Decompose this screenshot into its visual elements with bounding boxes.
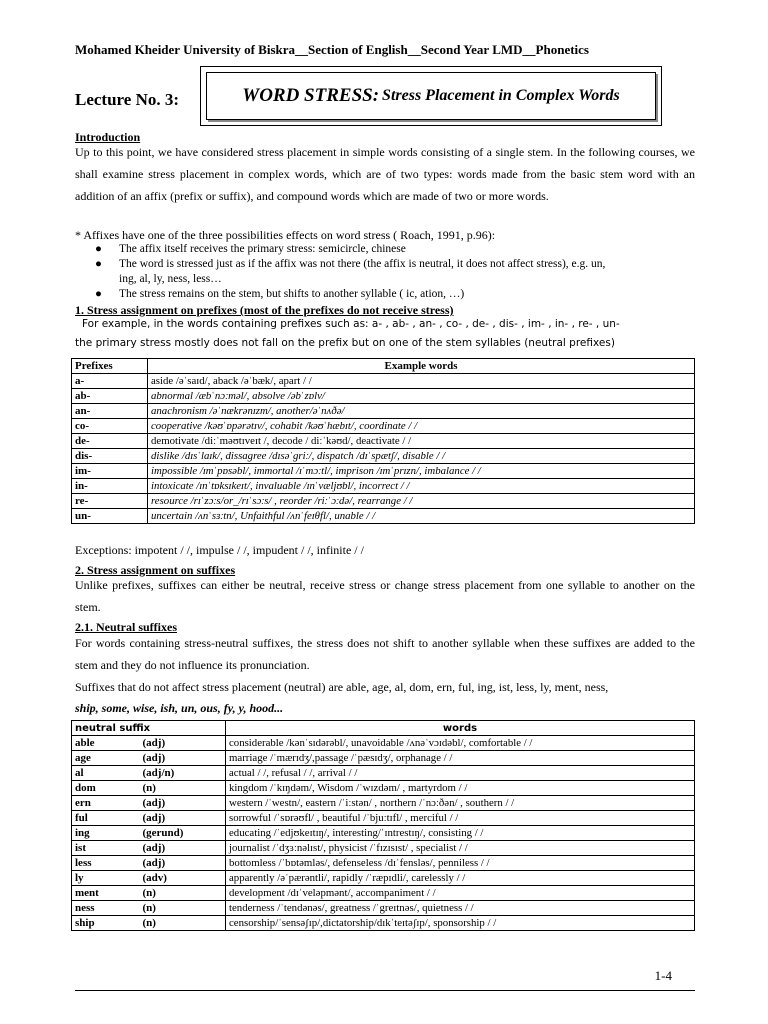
word-class-cell: (adj) bbox=[140, 796, 226, 811]
suffix-cell: ern bbox=[72, 796, 140, 811]
column-header: words bbox=[226, 721, 695, 736]
table-row bbox=[72, 404, 695, 419]
word-class-cell: (n) bbox=[140, 901, 226, 916]
word-class-cell: (adj) bbox=[140, 811, 226, 826]
table-row bbox=[72, 419, 695, 434]
table-row bbox=[72, 916, 695, 931]
table-row bbox=[72, 856, 695, 871]
words-cell: sorrowful /ˈsɒrəʊfl/ , beautiful /ˈbjuːtɪfl/ , merciful / / bbox=[226, 811, 695, 826]
table-row bbox=[72, 811, 695, 826]
table-row bbox=[72, 781, 695, 796]
suffix-cell: less bbox=[72, 856, 140, 871]
suffix-cell: ist bbox=[72, 841, 140, 856]
section2-paragraph: Unlike prefixes, suffixes can either be neutral, receive stress or change stress placement from one syllable to another on the stem. bbox=[75, 578, 695, 614]
intro-heading: Introduction bbox=[75, 130, 141, 144]
title-sub: Stress Placement in Complex Words bbox=[382, 87, 620, 104]
section1-line2: the primary stress mostly does not fall on the prefix but on one of the stem syllables (neutral prefixes) bbox=[75, 337, 615, 349]
suffix-cell: ness bbox=[72, 901, 140, 916]
table-header-row bbox=[72, 359, 695, 374]
bullet-item: ● The affix itself receives the primary stress: semicircle, chinese bbox=[95, 243, 406, 255]
table-row bbox=[72, 374, 695, 389]
suffix-cell: ful bbox=[72, 811, 140, 826]
words-cell: kingdom /ˈkɪŋdəm/, Wisdom /ˈwɪzdəm/ , martyrdom / / bbox=[226, 781, 695, 796]
word-class-cell: (n) bbox=[140, 781, 226, 796]
words-cell: tenderness /ˈtendənəs/, greatness /ˈgreɪtnəs/, quietness / / bbox=[226, 901, 695, 916]
word-class-cell: (n) bbox=[140, 916, 226, 931]
prefix-cell: im- bbox=[72, 464, 148, 479]
table-row bbox=[72, 464, 695, 479]
suffix-cell: age bbox=[72, 751, 140, 766]
table-row bbox=[72, 389, 695, 404]
bullet-item-continued: ing, al, ly, ness, less… bbox=[119, 273, 222, 285]
word-class-cell: (n) bbox=[140, 886, 226, 901]
suffix-cell: able bbox=[72, 736, 140, 751]
bullet-item: ● The word is stressed just as if the affix was not there (the affix is neutral, it does not affect stress), e.g. un, bbox=[95, 258, 606, 270]
suffix-cell: ly bbox=[72, 871, 140, 886]
section1-heading: 1. Stress assignment on prefixes (most of the prefixes do not receive stress) bbox=[75, 303, 454, 317]
example-cell: anachronism /əˈnækrənɪzm/, another/əˈnʌðə/ bbox=[148, 404, 695, 419]
words-cell: development /dɪˈveləpmənt/, accompaniment / / bbox=[226, 886, 695, 901]
table-header-row bbox=[72, 721, 695, 736]
words-cell: western /ˈwestn/, eastern /ˈiːstən/ , northern /ˈnɔːðən/ , southern / / bbox=[226, 796, 695, 811]
example-cell: dislike /dɪsˈlaɪk/, dissagree /dɪsəˈgriː/, dispatch /dɪˈspætʃ/, disable / / bbox=[148, 449, 695, 464]
table-row bbox=[72, 901, 695, 916]
words-cell: apparently /əˈpærəntli/, rapidly /ˈræpɪdli/, carelessly / / bbox=[226, 871, 695, 886]
exceptions-line: Exceptions: impotent / /, impulse / /, impudent / /, infinite / / bbox=[75, 543, 364, 557]
words-cell: journalist /ˈdʒɜːnəlɪst/, physicist /ˈfɪzɪsɪst/ , specialist / / bbox=[226, 841, 695, 856]
words-cell: educating /ˈedjʊkeɪtɪŋ/, interesting/ˈɪntrestɪŋ/, consisting / / bbox=[226, 826, 695, 841]
prefix-cell: a- bbox=[72, 374, 148, 389]
example-cell: impossible /ɪmˈpɒsəbl/, immortal /ɪˈmɔːtl/, imprison /ɪmˈprɪzn/, imbalance / / bbox=[148, 464, 695, 479]
footer-rule bbox=[75, 990, 695, 991]
title-main: WORD STRESS: bbox=[242, 85, 380, 106]
words-cell: actual / /, refusal / /, arrival / / bbox=[226, 766, 695, 781]
document-header: Mohamed Kheider University of Biskra__Section of English__Second Year LMD__Phonetics bbox=[75, 42, 589, 57]
section2-heading: 2. Stress assignment on suffixes bbox=[75, 563, 236, 577]
prefix-cell: in- bbox=[72, 479, 148, 494]
words-cell: considerable /kənˈsɪdərəbl/, unavoidable /ʌnəˈvɔɪdəbl/, comfortable / / bbox=[226, 736, 695, 751]
table-row bbox=[72, 479, 695, 494]
example-cell: demotivate /diːˈməʊtɪveɪt /, decode / diːˈkəʊd/, deactivate / / bbox=[148, 434, 695, 449]
example-cell: uncertain /ʌnˈsɜːtn/, Unfaithful /ʌnˈfeɪθfl/, unable / / bbox=[148, 509, 695, 524]
word-class-cell: (adv) bbox=[140, 871, 226, 886]
example-cell: cooperative /kəʊˈɒpərətɪv/, cohabit /kəʊˈhæbɪt/, coordinate / / bbox=[148, 419, 695, 434]
title-box-inner bbox=[206, 72, 656, 120]
column-header: Example words bbox=[148, 359, 695, 374]
words-cell: bottomless /ˈbɒtəmləs/, defenseless /dɪˈfensləs/, penniless / / bbox=[226, 856, 695, 871]
prefix-cell: un- bbox=[72, 509, 148, 524]
words-cell: marriage /ˈmærɪdʒ/,passage /ˈpæsɪdʒ/, orphanage / / bbox=[226, 751, 695, 766]
example-cell: resource /rɪˈzɔːs/or_/rɪˈsɔːs/ , reorder /riːˈɔːdə/, rearrange / / bbox=[148, 494, 695, 509]
prefix-cell: de- bbox=[72, 434, 148, 449]
section1-line1: For example, in the words containing prefixes such as: a- , ab- , an- , co- , de- , dis- , im- , in- , re- , un- bbox=[82, 318, 620, 330]
table-row bbox=[72, 509, 695, 524]
word-class-cell: (adj/n) bbox=[140, 766, 226, 781]
intro-paragraph: Up to this point, we have considered stress placement in simple words consisting of a single stem. In the following courses, we shall examine stress placement in complex words, which are of two types: words made from the basic stem word with an addition of an affix (prefix or suffix), and compound words which are made of two or more words. bbox=[75, 145, 695, 203]
table-row bbox=[72, 826, 695, 841]
example-cell: abnormal /æbˈnɔːməl/, absolve /əbˈzɒlv/ bbox=[148, 389, 695, 404]
neutral-suffix-list-line1: Suffixes that do not affect stress placement (neutral) are able, age, al, dom, ern, ful, ing, ist, less, ly, ment, ness, bbox=[75, 680, 609, 694]
table-row bbox=[72, 751, 695, 766]
table-row bbox=[72, 886, 695, 901]
prefix-cell: an- bbox=[72, 404, 148, 419]
word-class-cell: (adj) bbox=[140, 751, 226, 766]
neutral-suffix-list-line2: ship, some, wise, ish, un, ous, fy, y, hood... bbox=[75, 701, 284, 715]
word-class-cell: (adj) bbox=[140, 856, 226, 871]
table-row bbox=[72, 736, 695, 751]
table-row bbox=[72, 494, 695, 509]
suffix-cell: al bbox=[72, 766, 140, 781]
suffix-cell: ship bbox=[72, 916, 140, 931]
table-row bbox=[72, 871, 695, 886]
table-row bbox=[72, 449, 695, 464]
section21-heading: 2.1. Neutral suffixes bbox=[75, 620, 177, 634]
column-header: neutral suffix bbox=[72, 721, 226, 736]
example-cell: intoxicate /ɪnˈtɒksɪkeɪt/, invaluable /ɪnˈvæljʊbl/, incorrect / / bbox=[148, 479, 695, 494]
affix-intro: * Affixes have one of the three possibilities effects on word stress ( Roach, 1991, p.96): bbox=[75, 228, 496, 242]
column-header: Prefixes bbox=[72, 359, 148, 374]
title-box bbox=[200, 66, 662, 126]
suffix-cell: ment bbox=[72, 886, 140, 901]
table-row bbox=[72, 434, 695, 449]
table-row bbox=[72, 766, 695, 781]
prefix-cell: dis- bbox=[72, 449, 148, 464]
prefix-cell: co- bbox=[72, 419, 148, 434]
word-class-cell: (adj) bbox=[140, 736, 226, 751]
suffix-cell: ing bbox=[72, 826, 140, 841]
prefix-table bbox=[71, 358, 695, 524]
suffix-table bbox=[71, 720, 695, 931]
word-class-cell: (adj) bbox=[140, 841, 226, 856]
prefix-cell: re- bbox=[72, 494, 148, 509]
lecture-number: Lecture No. 3: bbox=[75, 90, 180, 109]
bullet-item: ● The stress remains on the stem, but shifts to another syllable ( ic, ation, …) bbox=[95, 288, 465, 300]
words-cell: censorship/ˈsensəʃɪp/,dictatorship/dɪkˈteɪtəʃɪp/, sponsorship / / bbox=[226, 916, 695, 931]
prefix-cell: ab- bbox=[72, 389, 148, 404]
word-class-cell: (gerund) bbox=[140, 826, 226, 841]
table-row bbox=[72, 796, 695, 811]
section21-paragraph: For words containing stress-neutral suffixes, the stress does not shift to another syllable when these suffixes are added to the stem and they do not influence its pronunciation. bbox=[75, 636, 695, 672]
page-number: 1-4 bbox=[654, 968, 672, 983]
example-cell: aside /əˈsaɪd/, aback /əˈbæk/, apart / / bbox=[148, 374, 695, 389]
table-row bbox=[72, 841, 695, 856]
suffix-cell: dom bbox=[72, 781, 140, 796]
